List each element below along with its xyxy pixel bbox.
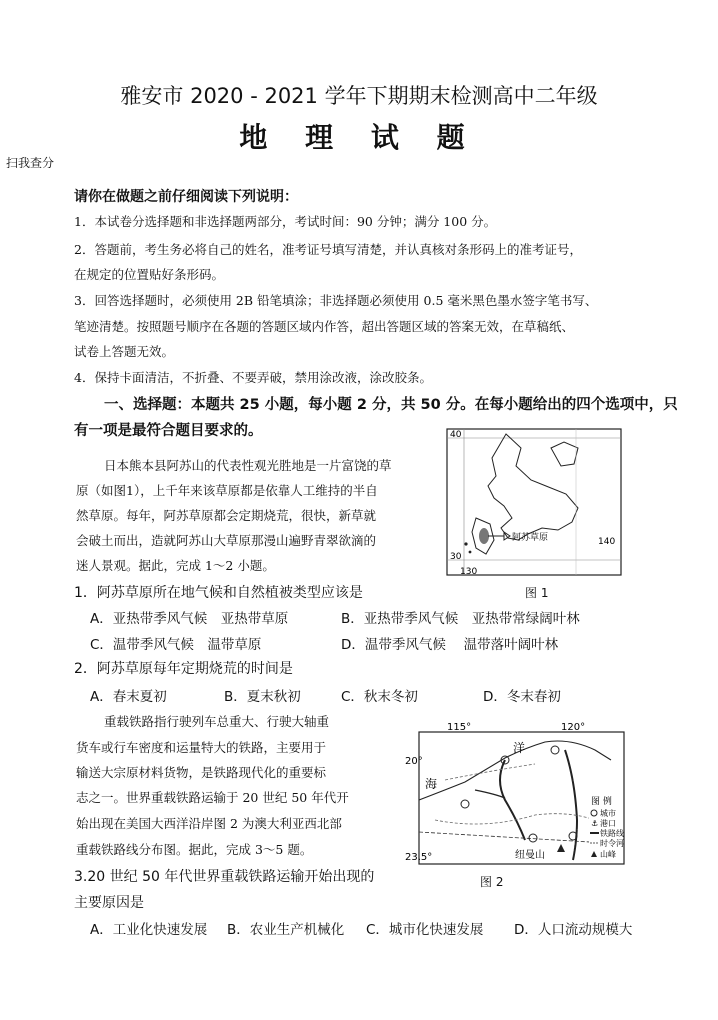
passage1-line2: 原（如图1），上千年来该草原都是依靠人工维持的半自 [76,483,378,498]
passage1-line4: 会破土而出，造就阿苏山大草原那漫山遍野青翠欲滴的 [76,533,377,548]
fig2-ocean: 洋 [513,741,526,755]
note-1: 1．本试卷分选择题和非选择题两部分，考试时间：90 分钟；满分 100 分。 [74,214,497,229]
fig1-label-aso: 阿苏草原 [512,533,549,543]
scan-label: 扫我查分 [6,156,55,170]
subject-title: 地 理 试 题 [239,121,479,154]
q3-stem-2: 主要原因是 [74,895,144,911]
fig2-lon115: 115° [447,722,472,733]
legend-city: 城市 [600,809,616,818]
q3-option-a: A．工业化快速发展 [90,922,208,938]
fig1-lat40: 40 [450,430,462,440]
passage2-line2: 货车或行车密度和运量特大的铁路，主要用于 [76,740,327,755]
legend-rail: 铁路线 [600,829,624,838]
figure1-map [446,428,622,576]
section1-line1: 一、选择题：本题共 25 小题，每小题 2 分，共 50 分。在每小题给出的四个选项中，只 [104,397,678,413]
note-3c: 试卷上答题无效。 [74,344,175,359]
passage2-line1: 重载铁路指行驶列车总重大、行驶大轴重 [104,714,330,729]
figure2-map [405,720,639,870]
legend-peak: 山峰 [600,850,616,859]
q2-option-c: C．秋末冬初 [341,689,418,705]
exam-title: 雅安市 2020 - 2021 学年下期期末检测高中二年级 [120,84,598,108]
svg-text:⚓: ⚓ [591,819,599,828]
aso-grassland-marker [479,528,489,544]
section1-line2: 有一项是最符合题目要求的。 [74,423,263,439]
fig2-sea: 海 [425,777,438,791]
q1-option-b: B．亚热带季风气候 亚热带常绿阔叶林 [341,611,580,627]
q1-stem: 1．阿苏草原所在地气候和自然植被类型应该是 [74,585,363,601]
passage2-line4: 志之一。世界重载铁路运输于 20 世纪 50 年代开 [76,790,349,805]
q1-option-d: D．温带季风气候 温带落叶阔叶林 [341,637,559,653]
fig2-lat235: 23.5° [405,852,433,863]
legend-title: 图 例 [591,797,612,807]
q3-option-d: D．人口流动规模大 [514,922,633,938]
passage2-line3: 输送大宗原材料货物，是铁路现代化的重要标 [76,765,327,780]
figure1-caption: 图 1 [525,586,549,600]
notes-heading: 请你在做题之前仔细阅读下列说明： [74,189,298,205]
passage1-line3: 然草原。每年，阿苏草原都会定期烧荒，很快，新草就 [76,508,377,523]
fig2-lon120: 120° [561,722,586,733]
passage1-line5: 迷人景观。据此，完成 1～2 小题。 [76,558,275,573]
fig1-lat30: 30 [450,552,462,562]
note-4: 4．保持卡面清洁，不折叠、不要弄破，禁用涂改液，涂改胶条。 [74,370,432,385]
q2-option-d: D．冬末春初 [483,689,561,705]
note-2a: 2．答题前，考生务必将自己的姓名，准考证号填写清楚，并认真核对条形码上的准考证号， [74,242,582,257]
q1-option-a: A．亚热带季风气候 亚热带草原 [90,611,289,627]
note-2b: 在规定的位置贴好条形码。 [74,267,225,282]
fig2-mountain: 纽曼山 [515,850,545,861]
q1-option-c: C．温带季风气候 温带草原 [90,637,262,653]
fig2-lat20: 20° [405,756,423,767]
passage1-line1: 日本熊本县阿苏山的代表性观光胜地是一片富饶的草 [104,458,392,473]
passage2-line6: 重载铁路线分布图。据此，完成 3～5 题。 [76,842,313,857]
q3-option-b: B．农业生产机械化 [227,922,345,938]
q3-option-c: C．城市化快速发展 [366,922,484,938]
fig1-lon130: 130 [460,567,478,576]
note-3b: 笔迹清楚。按照题号顺序在各题的答题区域内作答，超出答题区域的答案无效，在草稿纸、 [74,319,575,334]
legend-port: 港口 [600,819,616,828]
figure2-caption: 图 2 [480,875,504,889]
q2-stem: 2．阿苏草原每年定期烧荒的时间是 [74,661,293,677]
legend-river: 时令河 [600,839,624,848]
figure2-legend [589,792,624,862]
q2-option-b: B．夏末秋初 [224,689,301,705]
note-3a: 3．回答选择题时，必须使用 2B 铅笔填涂；非选择题必须使用 0.5 毫米黑色墨水签字笔书写、 [74,293,598,308]
passage2-line5: 始出现在美国大西洋沿岸图 2 为澳大利亚西北部 [76,816,342,831]
fig1-lon140: 140 [598,537,616,547]
q2-option-a: A．春末夏初 [90,689,167,705]
q3-stem-1: 3.20 世纪 50 年代世界重载铁路运输开始出现的 [74,869,375,885]
